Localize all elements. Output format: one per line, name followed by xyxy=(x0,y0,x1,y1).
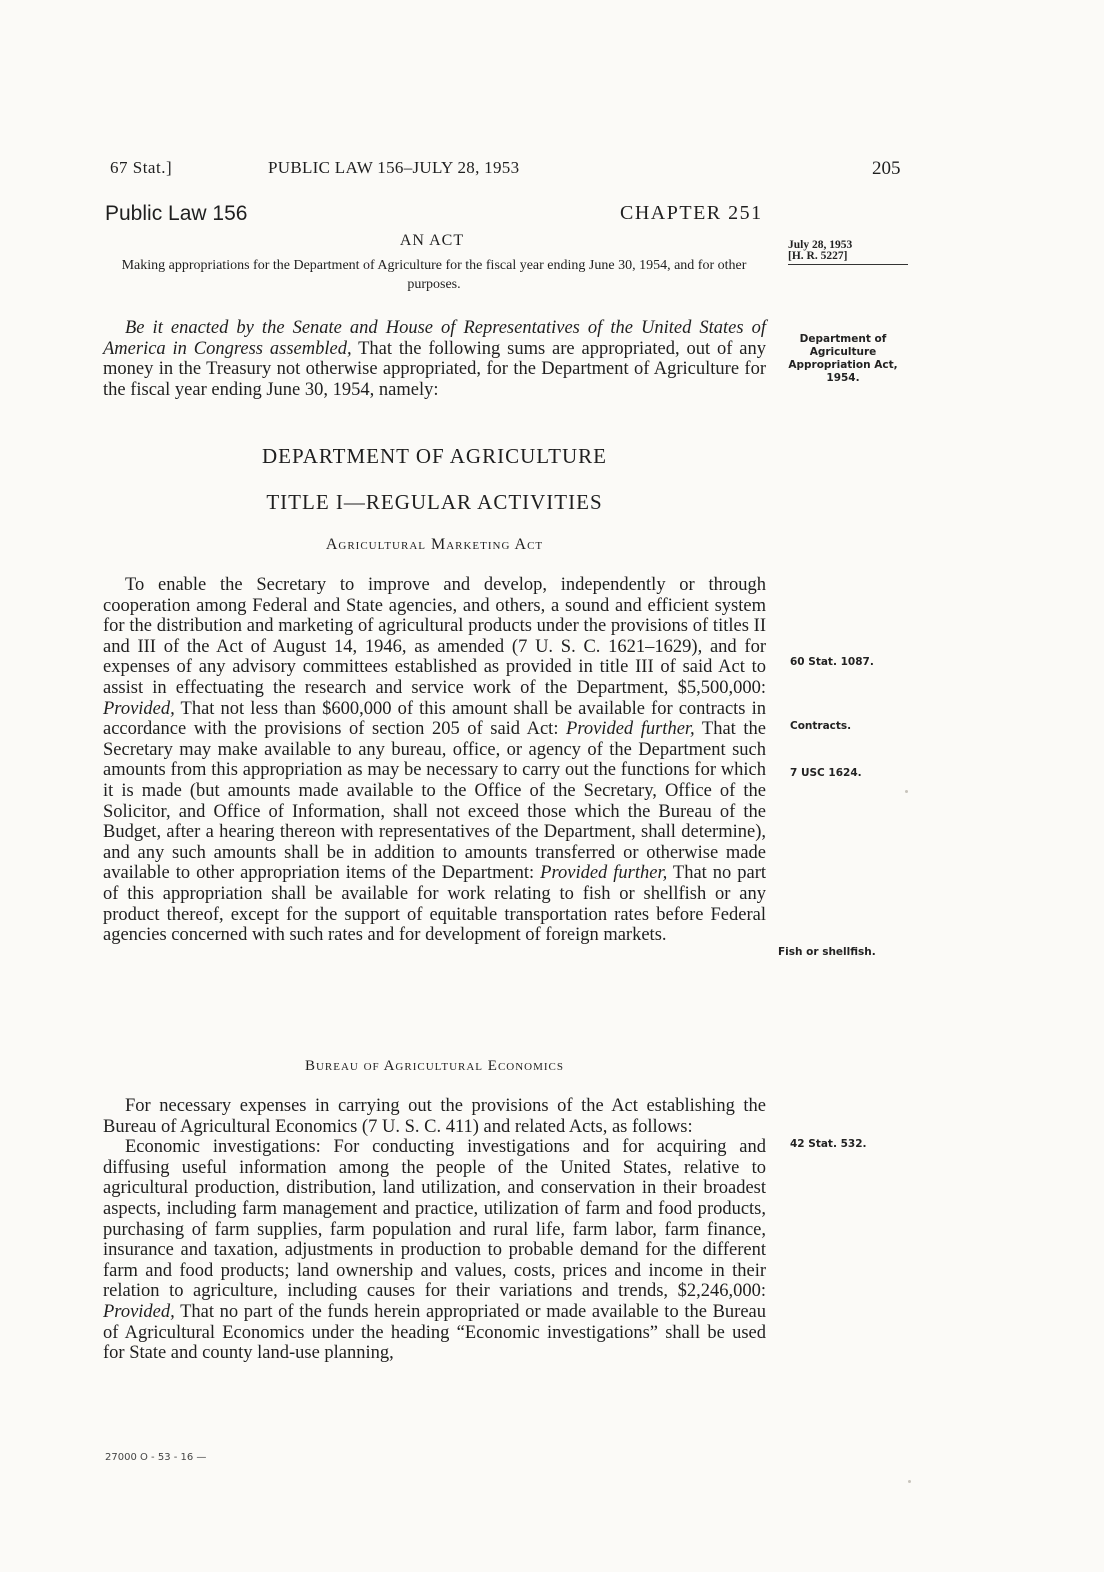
scan-speck xyxy=(905,790,908,793)
department-heading: DEPARTMENT OF AGRICULTURE xyxy=(261,444,607,468)
proviso-3: Provided further, xyxy=(540,863,668,884)
running-header-title: PUBLIC LAW 156–JULY 28, 1953 xyxy=(268,158,520,177)
enacting-text: That the following sums are appropriated, out of any money in the Treasury not otherwise appropriated, for the Department of Agriculture for the fiscal year ending June 30, 1954, namely: xyxy=(103,338,766,400)
marketing-text-2: That not less than $600,000 of this amount shall be available for contracts in accordance with the provisions of section 205 of said Act: xyxy=(103,698,766,740)
margin-note-60-stat: 60 Stat. 1087. xyxy=(790,656,874,668)
marketing-text-3: That the Secretary may make available to any bureau, office, or agency of the Department such amounts from this appropriation as may be necessary to carry out the functions for which it is made (but amounts made available to the Office of the Secretary, Office of the Solicitor, and Office of Information, shall not exceed those which the Bureau of the Budget, after a hearing thereon with representatives of the Department, shall determine), and any such amounts shall be in addition to amounts transferred or otherwise made available to other appropriation items of the Department: xyxy=(103,719,766,884)
bureau-paragraph-1: For necessary expenses in carrying out the provisions of the Act establishing the Bureau of Agricultural Economics (7 U. S. C. 411) and related Acts, as follows: xyxy=(103,1096,766,1137)
an-act-heading: AN ACT xyxy=(399,232,465,249)
margin-note-contracts: Contracts. xyxy=(790,720,852,732)
enacting-formula: Be it enacted by the Senate and House of Representatives of the United States of America in Congress assembled, xyxy=(103,318,766,359)
bureau-heading: Bureau of Agricultural Economics xyxy=(304,1058,565,1074)
proviso-4: Provided, xyxy=(103,1301,175,1322)
act-purpose: Making appropriations for the Department of Agriculture for the fiscal year ending June 30, 1954, and for other purposes. xyxy=(121,258,747,292)
title-heading: TITLE I—REGULAR ACTIVITIES xyxy=(266,490,603,514)
chapter-number: CHAPTER 251 xyxy=(620,202,763,224)
public-law-number: Public Law 156 xyxy=(105,202,248,225)
print-code: 27000 O - 53 - 16 — xyxy=(105,1452,207,1463)
margin-note-fish: Fish or shellfish. xyxy=(778,946,876,958)
marketing-text-1: To enable the Secretary to improve and develop, independently or through cooperation among Federal and State agencies, and others, a sound and efficient system for the distribution and marketing of agricultural products under the provisions of titles II and III of the Act of August 14, 1946, as amended (7 U. S. C. 1621–1629), and for expenses of any advisory committees established as provided in title III of said Act to assist in effectuating the research and service work of the Department, $5,500,000: xyxy=(103,575,766,698)
proviso-1: Provided, xyxy=(103,698,175,719)
proviso-2: Provided further, xyxy=(566,719,695,740)
marketing-paragraph xyxy=(103,575,766,946)
stamp-bill: [H. R. 5227] xyxy=(788,250,848,262)
bureau-section xyxy=(103,1096,766,1364)
stamp-date: July 28, 1953 xyxy=(788,239,853,251)
bureau-paragraph-2 xyxy=(103,1137,766,1364)
margin-note-42-stat: 42 Stat. 532. xyxy=(790,1138,867,1150)
margin-note-act-name: Department of Agriculture Appropriation Act, 1954. xyxy=(788,333,898,384)
date-bill-stamp xyxy=(788,240,908,265)
marketing-act-heading: Agricultural Marketing Act xyxy=(325,536,544,553)
running-header-volume: 67 Stat.] xyxy=(110,158,173,177)
economic-investigations-text-1: Economic investigations: For conducting investigations and for acquiring and diffusing useful information among the people of the United States, relative to agricultural production, distribution, land utilization, and conservation in their broadest aspects, including farm management and practice, utilization of farm and food products, purchasing of farm supplies, farm population and rural life, farm labor, farm finance, insurance and taxation, adjustments in production to probable demand for the different farm and food products; land ownership and values, costs, prices and income in their relation to agriculture, including causes for their variations and trends, $2,246,000: xyxy=(103,1137,766,1302)
scan-speck xyxy=(908,1480,911,1483)
margin-note-7-usc: 7 USC 1624. xyxy=(790,767,862,779)
marketing-text-4: That no part of this appropriation shall be available for work relating to fish or shellfish or any product thereof, except for the support of equitable transportation rates before Federal agencies concerned with such rates and for development of foreign markets. xyxy=(103,863,766,946)
page-number: 205 xyxy=(872,158,901,179)
economic-investigations-text-2: That no part of the funds herein appropriated or made available to the Bureau of Agricultural Economics under the heading “Economic investigations” shall be used for State and county land-use planning, xyxy=(103,1301,766,1364)
enacting-clause xyxy=(103,318,766,400)
